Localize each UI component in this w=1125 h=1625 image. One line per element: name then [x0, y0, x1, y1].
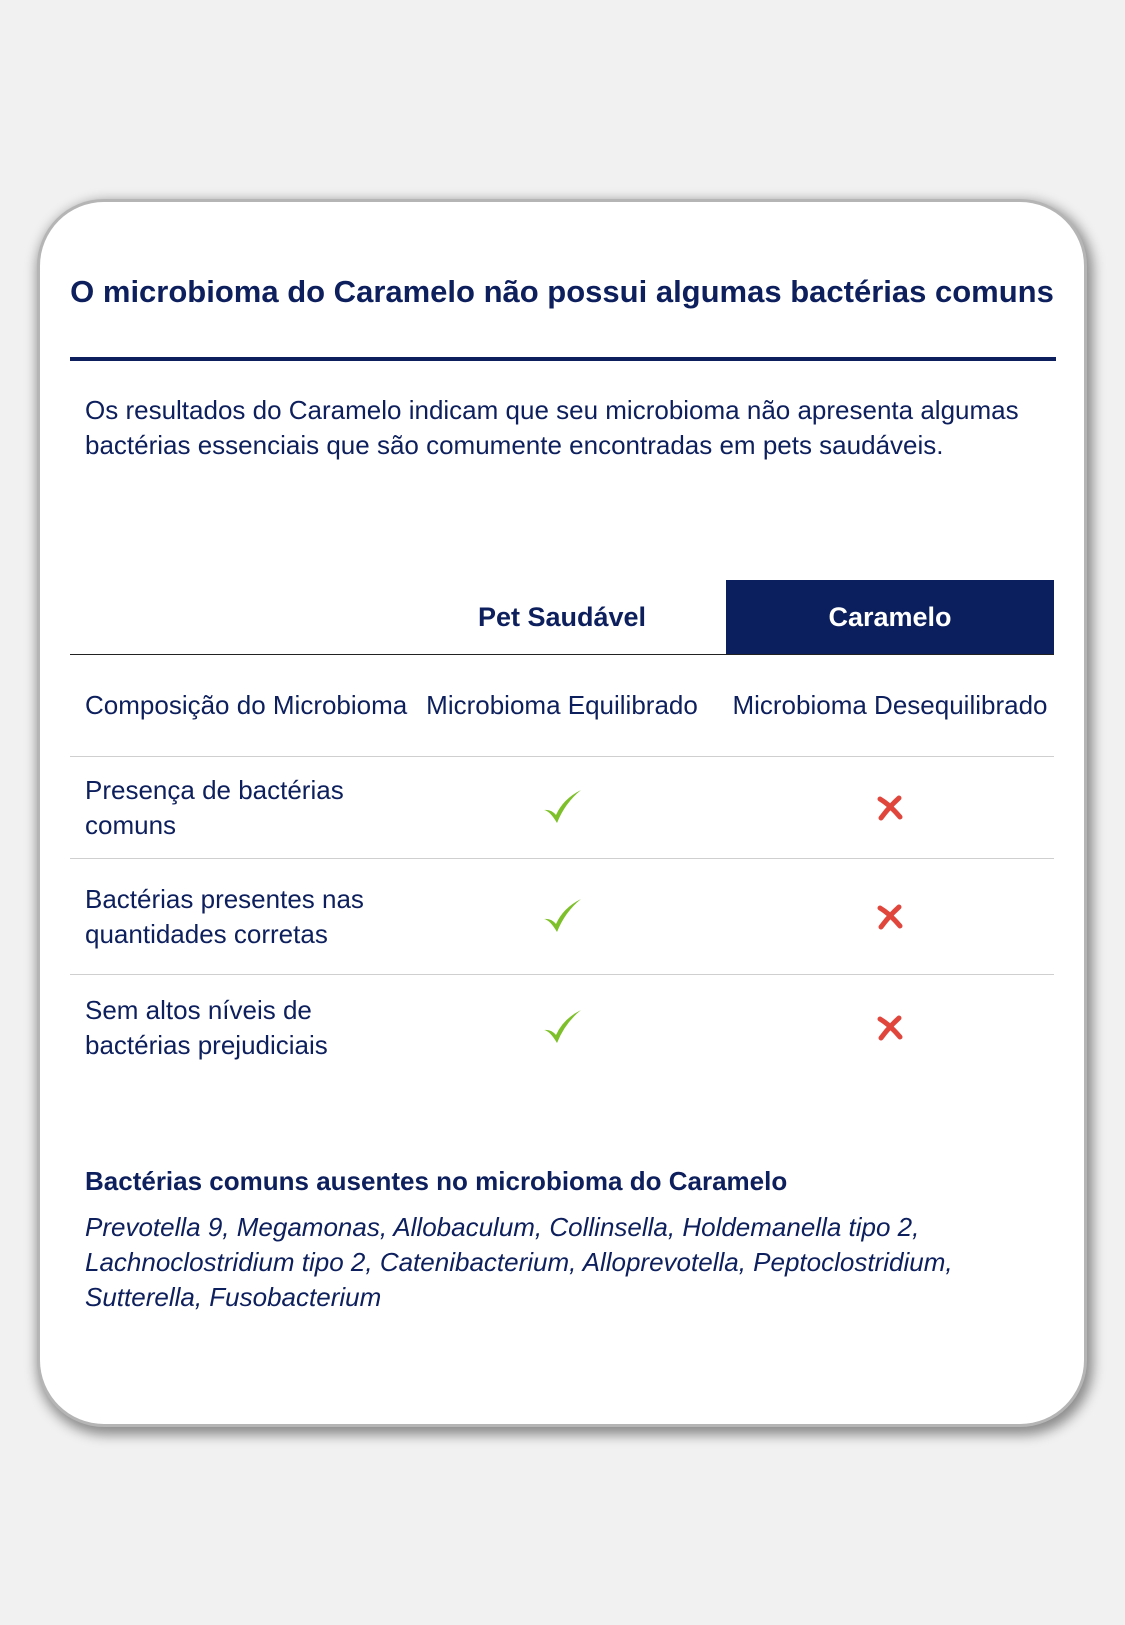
missing-bacteria-title: Bactérias comuns ausentes no microbioma do Caramelo — [85, 1166, 788, 1196]
healthy-value: Microbioma Equilibrado — [426, 690, 698, 720]
card-title: O microbioma do Caramelo não possui algumas bactérias comuns — [70, 274, 1054, 309]
table-row — [70, 975, 1054, 1080]
cross-icon — [877, 795, 903, 821]
title-divider — [70, 357, 1056, 361]
intro-text: Os resultados do Caramelo indicam que seu microbioma não apresenta algumas bactérias essenciais que são comumente encontradas em pets saudáveis. — [85, 395, 1019, 460]
check-icon — [541, 896, 583, 938]
row-label: Bactérias presentes nas quantidades corretas — [85, 883, 364, 949]
table-row — [70, 859, 1054, 975]
row-label: Presença de bactérias comuns — [85, 774, 344, 840]
table-header — [70, 580, 1054, 655]
missing-bacteria-list: Prevotella 9, Megamonas, Allobaculum, Collinsella, Holdemanella tipo 2, Lachnoclostridium tipo 2, Catenibacterium, Alloprevotella, Peptoclostridium, Sutterella, Fusobacterium — [85, 1212, 953, 1312]
cross-icon — [877, 904, 903, 930]
caramelo-value: Microbioma Desequilibrado — [732, 690, 1048, 720]
check-icon — [541, 787, 583, 829]
comparison-table — [70, 580, 1054, 1080]
header-healthy-pet: Pet Saudável — [477, 602, 647, 632]
cross-icon — [877, 1015, 903, 1041]
header-caramelo: Caramelo — [726, 580, 1054, 654]
table-row — [70, 757, 1054, 859]
results-card — [40, 202, 1084, 1424]
check-icon — [541, 1007, 583, 1049]
row-label: Composição do Microbioma — [85, 690, 408, 720]
table-row — [70, 655, 1054, 757]
row-label: Sem altos níveis de bactérias prejudiciais — [85, 994, 328, 1060]
